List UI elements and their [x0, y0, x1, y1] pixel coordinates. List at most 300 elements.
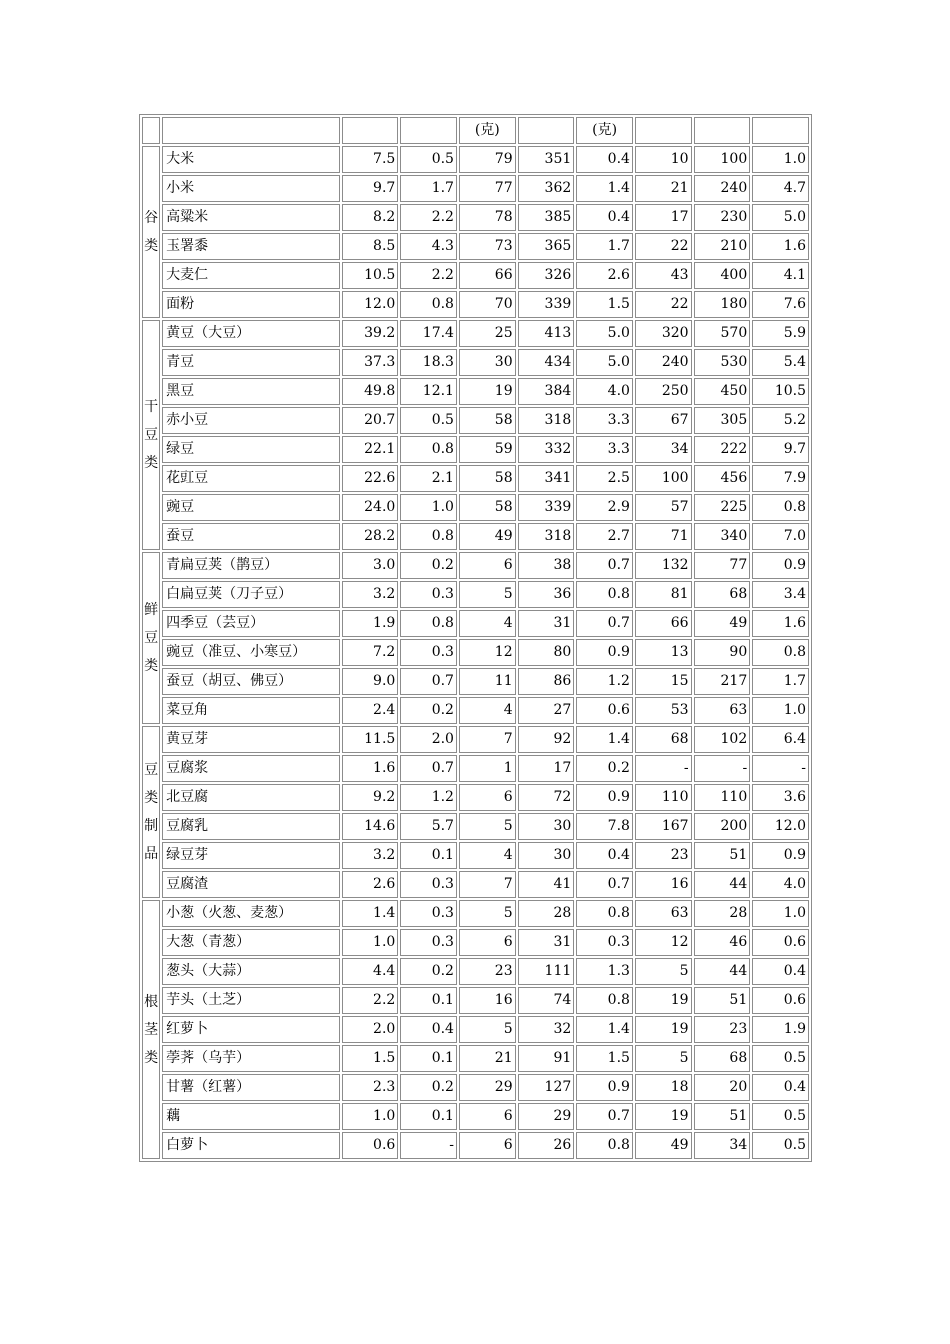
value-cell: 38	[518, 552, 575, 579]
food-name-cell: 豆腐渣	[162, 871, 339, 898]
food-name-cell: 青扁豆荚（鹊豆）	[162, 552, 339, 579]
value-cell: 7.9	[752, 465, 809, 492]
value-cell: 8.2	[342, 204, 399, 231]
value-cell: 456	[694, 465, 751, 492]
value-cell: 30	[518, 842, 575, 869]
value-cell: 51	[694, 842, 751, 869]
table-row	[142, 175, 809, 202]
food-name-cell: 四季豆（芸豆）	[162, 610, 339, 637]
value-cell: 2.6	[576, 262, 633, 289]
value-cell: 2.6	[342, 871, 399, 898]
value-cell: 318	[518, 523, 575, 550]
value-cell: 19	[459, 378, 516, 405]
value-cell: 362	[518, 175, 575, 202]
header-cell	[635, 117, 692, 144]
header-cell	[162, 117, 339, 144]
table-row	[142, 465, 809, 492]
value-cell: 0.2	[400, 958, 457, 985]
value-cell: 0.8	[400, 436, 457, 463]
food-name-cell: 葱头（大蒜）	[162, 958, 339, 985]
category-char: 类	[144, 455, 159, 471]
value-cell: 30	[459, 349, 516, 376]
value-cell: 102	[694, 726, 751, 753]
value-cell: 100	[694, 146, 751, 173]
value-cell: 0.4	[576, 204, 633, 231]
value-cell: 6	[459, 1132, 516, 1159]
value-cell: 49	[459, 523, 516, 550]
value-cell: 0.1	[400, 1045, 457, 1072]
table-row	[142, 813, 809, 840]
value-cell: 0.7	[400, 668, 457, 695]
value-cell: 0.4	[576, 146, 633, 173]
value-cell: 2.2	[400, 262, 457, 289]
value-cell: 9.7	[342, 175, 399, 202]
table-row	[142, 842, 809, 869]
value-cell: 77	[459, 175, 516, 202]
value-cell: 39.2	[342, 320, 399, 347]
food-name-cell: 荸荠（乌芋）	[162, 1045, 339, 1072]
value-cell: 351	[518, 146, 575, 173]
value-cell: 0.9	[752, 842, 809, 869]
value-cell: 21	[635, 175, 692, 202]
category-char: 茎	[144, 1021, 159, 1038]
value-cell: 0.8	[400, 610, 457, 637]
value-cell: 3.0	[342, 552, 399, 579]
value-cell: 1.0	[400, 494, 457, 521]
value-cell: 0.2	[576, 755, 633, 782]
value-cell: 0.1	[400, 842, 457, 869]
table-row	[142, 349, 809, 376]
value-cell: 339	[518, 494, 575, 521]
value-cell: 3.3	[576, 436, 633, 463]
value-cell: 72	[518, 784, 575, 811]
category-char: 类	[144, 1049, 159, 1066]
value-cell: 4.0	[576, 378, 633, 405]
value-cell: 4	[459, 610, 516, 637]
value-cell: 1.0	[752, 697, 809, 724]
value-cell: 1	[459, 755, 516, 782]
value-cell: 32	[518, 1016, 575, 1043]
value-cell: 17.4	[400, 320, 457, 347]
value-cell: 2.0	[342, 1016, 399, 1043]
value-cell: 1.5	[342, 1045, 399, 1072]
value-cell: 2.2	[400, 204, 457, 231]
table-row	[142, 436, 809, 463]
value-cell: 44	[694, 958, 751, 985]
value-cell: 23	[694, 1016, 751, 1043]
table-row	[142, 1132, 809, 1159]
value-cell: 413	[518, 320, 575, 347]
value-cell: 0.8	[400, 291, 457, 318]
value-cell: 0.4	[400, 1016, 457, 1043]
category-cell	[142, 146, 160, 318]
value-cell: 0.7	[576, 610, 633, 637]
category-cell	[142, 900, 160, 1159]
value-cell: 240	[635, 349, 692, 376]
category-char: 根	[144, 993, 159, 1010]
category-char: 类	[144, 238, 159, 254]
value-cell: 4.7	[752, 175, 809, 202]
value-cell: 15	[635, 668, 692, 695]
value-cell: 16	[459, 987, 516, 1014]
value-cell: 18	[635, 1074, 692, 1101]
value-cell: 0.3	[400, 900, 457, 927]
table-row	[142, 552, 809, 579]
table-row	[142, 784, 809, 811]
value-cell: 20.7	[342, 407, 399, 434]
value-cell: 49.8	[342, 378, 399, 405]
value-cell: 25	[459, 320, 516, 347]
value-cell: 49	[694, 610, 751, 637]
header-row	[142, 117, 809, 144]
value-cell: 0.5	[752, 1132, 809, 1159]
value-cell: 12.1	[400, 378, 457, 405]
value-cell: 12.0	[342, 291, 399, 318]
value-cell: 31	[518, 610, 575, 637]
value-cell: 0.9	[752, 552, 809, 579]
table-row	[142, 581, 809, 608]
value-cell: 73	[459, 233, 516, 260]
value-cell: 17	[635, 204, 692, 231]
value-cell: 5.4	[752, 349, 809, 376]
value-cell: 0.4	[576, 842, 633, 869]
value-cell: 51	[694, 1103, 751, 1130]
value-cell: 385	[518, 204, 575, 231]
value-cell: 1.4	[576, 1016, 633, 1043]
table-row	[142, 987, 809, 1014]
value-cell: 46	[694, 929, 751, 956]
value-cell: -	[635, 755, 692, 782]
value-cell: 37.3	[342, 349, 399, 376]
food-name-cell: 黄豆芽	[162, 726, 339, 753]
value-cell: 5.0	[576, 349, 633, 376]
value-cell: 51	[694, 987, 751, 1014]
value-cell: 217	[694, 668, 751, 695]
value-cell: 100	[635, 465, 692, 492]
value-cell: -	[694, 755, 751, 782]
value-cell: 0.8	[400, 523, 457, 550]
food-name-cell: 绿豆	[162, 436, 339, 463]
value-cell: 4	[459, 842, 516, 869]
value-cell: 59	[459, 436, 516, 463]
value-cell: 0.6	[752, 987, 809, 1014]
table-row	[142, 755, 809, 782]
food-name-cell: 青豆	[162, 349, 339, 376]
value-cell: 29	[459, 1074, 516, 1101]
value-cell: 0.2	[400, 1074, 457, 1101]
value-cell: 9.2	[342, 784, 399, 811]
food-name-cell: 白扁豆荚（刀子豆）	[162, 581, 339, 608]
value-cell: 0.9	[576, 784, 633, 811]
value-cell: 1.0	[752, 900, 809, 927]
table-row	[142, 378, 809, 405]
food-name-cell: 豌豆	[162, 494, 339, 521]
value-cell: 2.4	[342, 697, 399, 724]
value-cell: 41	[518, 871, 575, 898]
value-cell: 0.8	[752, 639, 809, 666]
food-name-cell: 豆腐乳	[162, 813, 339, 840]
nutrition-table-container	[139, 114, 812, 1162]
value-cell: 339	[518, 291, 575, 318]
value-cell: 86	[518, 668, 575, 695]
header-cell	[400, 117, 457, 144]
value-cell: 34	[694, 1132, 751, 1159]
value-cell: 2.9	[576, 494, 633, 521]
value-cell: 0.8	[752, 494, 809, 521]
value-cell: 0.8	[576, 900, 633, 927]
value-cell: 0.2	[400, 697, 457, 724]
value-cell: 5	[459, 1016, 516, 1043]
value-cell: 1.5	[576, 1045, 633, 1072]
value-cell: 18.3	[400, 349, 457, 376]
value-cell: 1.6	[342, 755, 399, 782]
value-cell: 2.0	[400, 726, 457, 753]
value-cell: 434	[518, 349, 575, 376]
food-name-cell: 赤小豆	[162, 407, 339, 434]
value-cell: 400	[694, 262, 751, 289]
value-cell: 110	[635, 784, 692, 811]
value-cell: 5	[459, 900, 516, 927]
value-cell: 1.9	[752, 1016, 809, 1043]
value-cell: 180	[694, 291, 751, 318]
value-cell: 0.8	[576, 987, 633, 1014]
category-char: 类	[144, 658, 159, 674]
value-cell: 7.6	[752, 291, 809, 318]
value-cell: 68	[635, 726, 692, 753]
header-cell: (克)	[459, 117, 516, 144]
value-cell: 26	[518, 1132, 575, 1159]
food-name-cell: 小米	[162, 175, 339, 202]
value-cell: 0.3	[400, 929, 457, 956]
value-cell: 11	[459, 668, 516, 695]
table-row	[142, 697, 809, 724]
food-name-cell: 黑豆	[162, 378, 339, 405]
value-cell: 12	[635, 929, 692, 956]
value-cell: 0.3	[400, 581, 457, 608]
value-cell: 1.6	[752, 610, 809, 637]
value-cell: 5	[635, 958, 692, 985]
food-name-cell: 菜豆角	[162, 697, 339, 724]
header-cell	[694, 117, 751, 144]
value-cell: 0.3	[576, 929, 633, 956]
value-cell: 0.8	[576, 581, 633, 608]
value-cell: 10	[635, 146, 692, 173]
value-cell: 0.5	[400, 407, 457, 434]
value-cell: 7.2	[342, 639, 399, 666]
table-row	[142, 494, 809, 521]
table-row	[142, 726, 809, 753]
value-cell: 0.9	[576, 1074, 633, 1101]
value-cell: 320	[635, 320, 692, 347]
value-cell: 1.4	[576, 726, 633, 753]
value-cell: 210	[694, 233, 751, 260]
value-cell: 36	[518, 581, 575, 608]
value-cell: 341	[518, 465, 575, 492]
value-cell: 0.8	[576, 1132, 633, 1159]
category-char: 豆	[144, 630, 159, 646]
value-cell: 7.0	[752, 523, 809, 550]
value-cell: 4.4	[342, 958, 399, 985]
value-cell: 132	[635, 552, 692, 579]
food-name-cell: 芋头（土芝）	[162, 987, 339, 1014]
value-cell: 0.7	[400, 755, 457, 782]
value-cell: 67	[635, 407, 692, 434]
value-cell: 28	[694, 900, 751, 927]
value-cell: 10.5	[342, 262, 399, 289]
value-cell: 21	[459, 1045, 516, 1072]
table-row	[142, 1103, 809, 1130]
value-cell: 3.6	[752, 784, 809, 811]
table-row	[142, 1074, 809, 1101]
value-cell: 28	[518, 900, 575, 927]
value-cell: 570	[694, 320, 751, 347]
value-cell: 0.1	[400, 987, 457, 1014]
value-cell: 66	[459, 262, 516, 289]
value-cell: 1.4	[576, 175, 633, 202]
value-cell: 71	[635, 523, 692, 550]
food-name-cell: 北豆腐	[162, 784, 339, 811]
table-row	[142, 1045, 809, 1072]
value-cell: 450	[694, 378, 751, 405]
value-cell: 0.6	[752, 929, 809, 956]
value-cell: 74	[518, 987, 575, 1014]
value-cell: 5	[635, 1045, 692, 1072]
food-name-cell: 大麦仁	[162, 262, 339, 289]
value-cell: 79	[459, 146, 516, 173]
value-cell: 49	[635, 1132, 692, 1159]
category-char: 品	[144, 846, 159, 862]
header-cell	[142, 117, 160, 144]
value-cell: 3.4	[752, 581, 809, 608]
value-cell: 1.7	[752, 668, 809, 695]
value-cell: 7	[459, 726, 516, 753]
food-name-cell: 高粱米	[162, 204, 339, 231]
value-cell: 80	[518, 639, 575, 666]
value-cell: 0.5	[752, 1045, 809, 1072]
value-cell: 222	[694, 436, 751, 463]
value-cell: 28.2	[342, 523, 399, 550]
value-cell: 6	[459, 784, 516, 811]
value-cell: 0.6	[576, 697, 633, 724]
header-cell	[752, 117, 809, 144]
value-cell: 20	[694, 1074, 751, 1101]
value-cell: 2.7	[576, 523, 633, 550]
value-cell: 2.1	[400, 465, 457, 492]
table-row	[142, 1016, 809, 1043]
value-cell: 3.2	[342, 581, 399, 608]
value-cell: 200	[694, 813, 751, 840]
value-cell: 6	[459, 1103, 516, 1130]
category-cell	[142, 726, 160, 898]
value-cell: 0.7	[576, 871, 633, 898]
value-cell: 5.9	[752, 320, 809, 347]
food-name-cell: 大葱（青葱）	[162, 929, 339, 956]
category-char: 谷	[144, 210, 159, 226]
category-char: 豆	[144, 762, 159, 778]
value-cell: 340	[694, 523, 751, 550]
value-cell: 10.5	[752, 378, 809, 405]
value-cell: 6	[459, 552, 516, 579]
value-cell: 19	[635, 1103, 692, 1130]
value-cell: 11.5	[342, 726, 399, 753]
value-cell: 4.3	[400, 233, 457, 260]
table-row	[142, 871, 809, 898]
food-name-cell: 蚕豆	[162, 523, 339, 550]
value-cell: 1.0	[342, 929, 399, 956]
table-row	[142, 233, 809, 260]
table-row	[142, 291, 809, 318]
category-char: 豆	[144, 427, 159, 443]
value-cell: 9.7	[752, 436, 809, 463]
value-cell: 30	[518, 813, 575, 840]
food-name-cell: 红萝卜	[162, 1016, 339, 1043]
value-cell: 0.5	[400, 146, 457, 173]
food-name-cell: 甘薯（红薯）	[162, 1074, 339, 1101]
value-cell: 111	[518, 958, 575, 985]
value-cell: 14.6	[342, 813, 399, 840]
value-cell: 332	[518, 436, 575, 463]
value-cell: 225	[694, 494, 751, 521]
value-cell: 91	[518, 1045, 575, 1072]
value-cell: 0.2	[400, 552, 457, 579]
value-cell: 1.0	[342, 1103, 399, 1130]
value-cell: 90	[694, 639, 751, 666]
category-cell	[142, 320, 160, 550]
table-row	[142, 262, 809, 289]
value-cell: 58	[459, 465, 516, 492]
value-cell: 0.6	[342, 1132, 399, 1159]
value-cell: 66	[635, 610, 692, 637]
value-cell: 68	[694, 1045, 751, 1072]
value-cell: 53	[635, 697, 692, 724]
value-cell: 12	[459, 639, 516, 666]
food-name-cell: 绿豆芽	[162, 842, 339, 869]
value-cell: 0.7	[576, 1103, 633, 1130]
value-cell: 167	[635, 813, 692, 840]
value-cell: 318	[518, 407, 575, 434]
value-cell: 22.6	[342, 465, 399, 492]
value-cell: 2.5	[576, 465, 633, 492]
table-row	[142, 523, 809, 550]
table-row	[142, 900, 809, 927]
value-cell: 1.6	[752, 233, 809, 260]
value-cell: 1.4	[342, 900, 399, 927]
table-row	[142, 639, 809, 666]
value-cell: 4.1	[752, 262, 809, 289]
value-cell: 0.3	[400, 639, 457, 666]
table-row	[142, 929, 809, 956]
food-name-cell: 豆腐浆	[162, 755, 339, 782]
value-cell: 9.0	[342, 668, 399, 695]
table-row	[142, 958, 809, 985]
value-cell: 23	[635, 842, 692, 869]
value-cell: 58	[459, 494, 516, 521]
value-cell: 1.7	[576, 233, 633, 260]
food-name-cell: 花豇豆	[162, 465, 339, 492]
value-cell: 240	[694, 175, 751, 202]
value-cell: 110	[694, 784, 751, 811]
value-cell: 127	[518, 1074, 575, 1101]
value-cell: -	[400, 1132, 457, 1159]
value-cell: 70	[459, 291, 516, 318]
value-cell: 5.7	[400, 813, 457, 840]
value-cell: 19	[635, 987, 692, 1014]
value-cell: 68	[694, 581, 751, 608]
value-cell: 5	[459, 813, 516, 840]
value-cell: 0.4	[752, 1074, 809, 1101]
category-char: 制	[144, 818, 159, 834]
value-cell: 13	[635, 639, 692, 666]
